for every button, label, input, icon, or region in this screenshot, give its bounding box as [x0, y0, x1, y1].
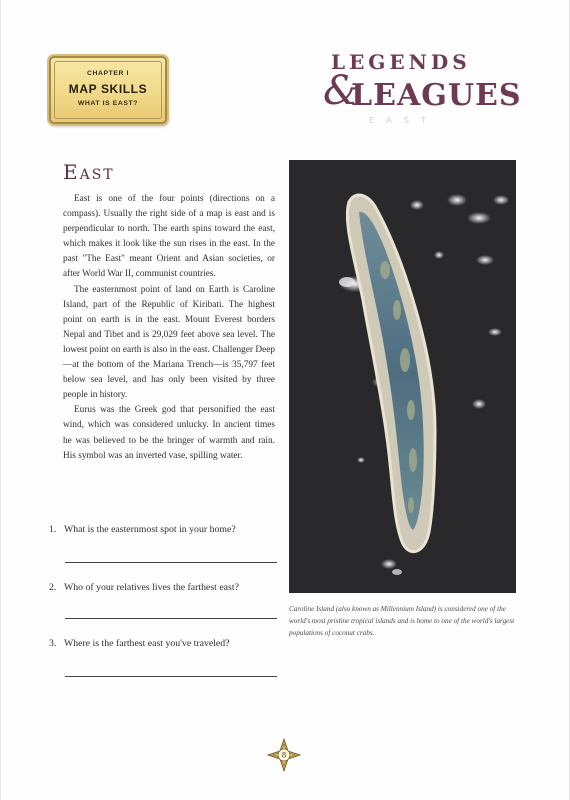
legends-leagues-logo	[321, 50, 521, 130]
paragraph: Eurus was the Greek god that personified the east wind, which was considered unlucky. In ancient times he was believed to be the bringer of warmth and rain. His symbol was an inverted vase, spilling water.	[63, 405, 275, 461]
chapter-subtitle: WHAT IS EAST?	[77, 100, 139, 107]
logo-leagues: LEAGUES	[351, 78, 522, 113]
question-text: Who of your relatives lives the farthest east?	[64, 582, 239, 593]
body-text	[63, 192, 275, 464]
paragraph: East is one of the four points (directions on a compass). Usually the right side of a map is east and is perpendicular to north. The earth spins toward the east, which makes it look like the sun rises in the east. In the past "The East" meant Orient and Asian societies, or after World War II, communist countries.	[63, 194, 275, 280]
chapter-title: MAP SKILLS	[68, 82, 148, 96]
island-satellite-photo	[289, 160, 516, 593]
compass-rose-icon	[267, 738, 301, 772]
question-1	[49, 524, 279, 535]
question-number: 2.	[49, 582, 57, 593]
answer-line-3[interactable]	[65, 676, 277, 677]
logo-section-label: EAST	[369, 116, 438, 125]
logo-ampersand: &	[323, 68, 359, 114]
page-number: 8	[281, 751, 287, 760]
section-heading: East	[63, 160, 115, 184]
answer-line-1[interactable]	[65, 562, 277, 563]
question-text: Where is the farthest east you've traveled?	[64, 638, 230, 649]
paragraph: The easternmost point of land on Earth is Caroline Island, part of the Republic of Kiribati. The highest point on earth is in the east. Mount Everest borders Nepal and Tibet and is 29,029 feet above sea level. The lowest point on earth is also in the east. Challenger Deep—at the bottom of the Mariana Trench—is 35,797 feet below sea level, and has only been visited by three people in history.	[63, 284, 275, 401]
question-3	[49, 638, 279, 649]
atoll-image	[289, 160, 516, 593]
chapter-plaque	[49, 56, 167, 124]
chapter-number: CHAPTER I	[86, 70, 130, 77]
photo-caption: Caroline Island (also known as Millennium Island) is considered one of the world's most pristine tropical islands and is home to one of the world's largest populations of coconut crabs.	[289, 605, 515, 637]
question-number: 1.	[49, 524, 57, 535]
question-2	[49, 582, 279, 593]
logo-legends: LEGENDS	[331, 50, 471, 74]
question-text: What is the easternmost spot in your home?	[64, 524, 236, 535]
answer-line-2[interactable]	[65, 618, 277, 619]
question-number: 3.	[49, 638, 57, 649]
